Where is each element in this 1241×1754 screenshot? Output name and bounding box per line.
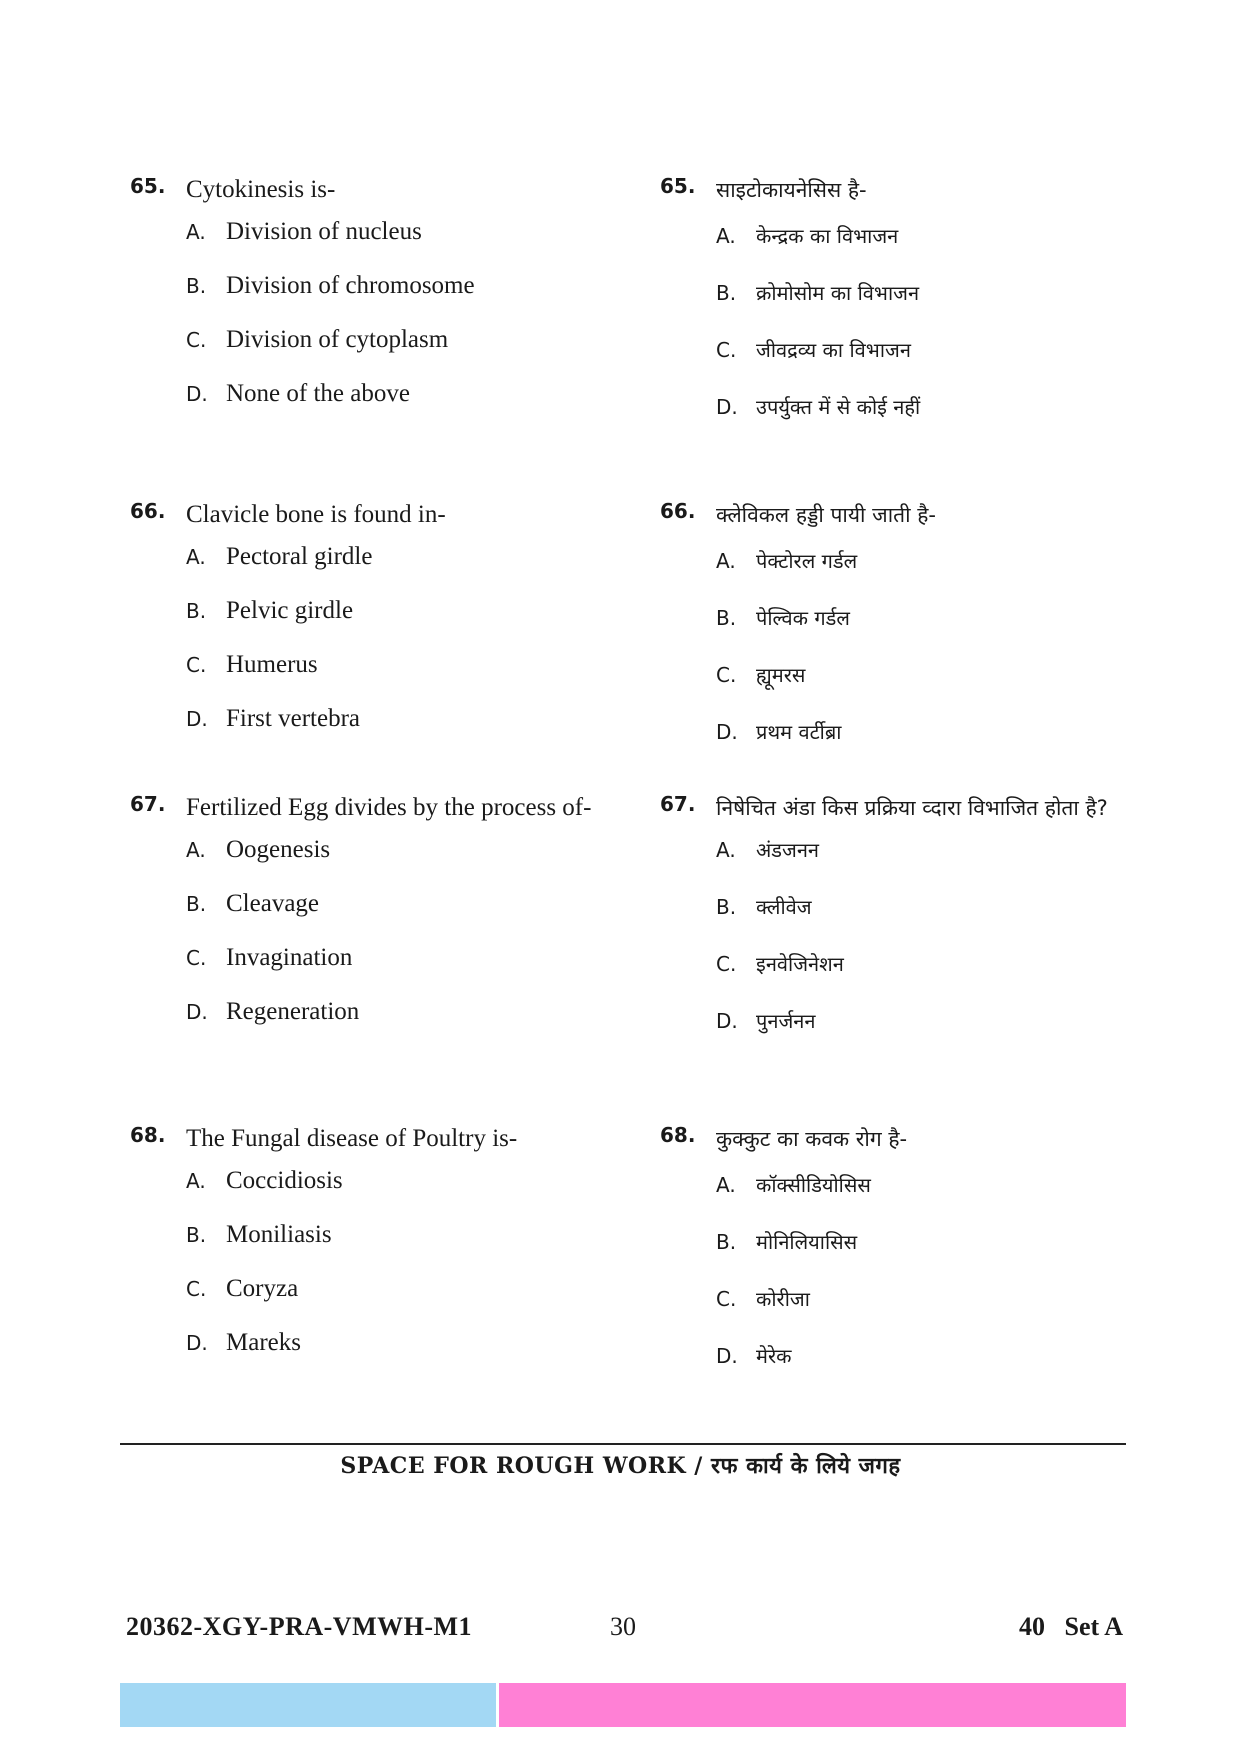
page-number: 30	[610, 1612, 636, 1641]
question-head	[660, 1121, 1120, 1157]
option-b	[186, 1221, 650, 1275]
question-text: क्लेविकल हड्डी पायी जाती है-	[716, 503, 936, 527]
option-label: B.	[186, 274, 207, 298]
option-label: D.	[186, 382, 208, 406]
option-label: B.	[186, 599, 207, 623]
question-68-en	[130, 1121, 650, 1383]
option-label: B.	[716, 895, 737, 919]
question-head	[660, 172, 1120, 208]
option-label: D.	[716, 1009, 738, 1033]
option-d	[716, 1007, 1120, 1064]
option-b	[186, 272, 650, 326]
option-text: Humerus	[226, 651, 318, 678]
option-text: मेरेक	[756, 1344, 792, 1368]
option-text: Cleavage	[226, 890, 320, 917]
option-label: C.	[716, 1287, 737, 1311]
option-c	[186, 1275, 650, 1329]
option-text: Pelvic girdle	[226, 597, 354, 624]
option-text: पेक्टोरल गर्डल	[756, 549, 858, 573]
option-text: प्रथम वर्टीब्रा	[756, 720, 842, 744]
option-d	[186, 998, 650, 1052]
option-text: क्लीवेज	[756, 895, 812, 919]
option-text: Pectoral girdle	[226, 543, 373, 570]
question-text: Clavicle bone is found in-	[186, 501, 446, 528]
paper-code: 20362-XGY-PRA-VMWH-M1	[126, 1612, 473, 1641]
option-label: C.	[186, 1277, 207, 1301]
option-label: D.	[186, 1000, 208, 1024]
option-text: Invagination	[226, 944, 353, 971]
option-d	[186, 380, 650, 434]
option-text: Mareks	[226, 1329, 301, 1356]
question-text: Cytokinesis is-	[186, 176, 336, 203]
option-text: उपर्युक्त में से कोई नहीं	[756, 395, 921, 419]
option-label: D.	[716, 720, 738, 744]
question-number: 66.	[660, 499, 696, 523]
rough-work-label: SPACE FOR ROUGH WORK / रफ कार्य के लिये जगह	[340, 1453, 901, 1479]
question-text: साइटोकायनेसिस है-	[716, 178, 867, 202]
option-text: मोनिलियासिस	[756, 1230, 858, 1254]
option-a	[716, 547, 1120, 604]
option-a	[186, 1167, 650, 1221]
question-head	[130, 790, 650, 826]
option-b	[186, 597, 650, 651]
option-text: Division of chromosome	[226, 272, 475, 299]
option-text: Regeneration	[226, 998, 360, 1025]
option-text: Coryza	[226, 1275, 299, 1302]
option-text: इनवेजिनेशन	[756, 952, 844, 976]
question-text: कुक्कुट का कवक रोग है-	[716, 1127, 908, 1151]
footer-bar-pink	[499, 1683, 1126, 1727]
option-a	[186, 218, 650, 272]
option-label: A.	[716, 224, 736, 248]
question-68-hi	[660, 1121, 1120, 1399]
option-label: B.	[186, 1223, 207, 1247]
option-text: None of the above	[226, 380, 410, 407]
question-66-en	[130, 497, 650, 759]
option-text: Division of cytoplasm	[226, 326, 449, 353]
option-text: क्रोमोसोम का विभाजन	[756, 281, 920, 305]
set-label: 40 Set A	[1019, 1612, 1123, 1641]
option-text: जीवद्रव्य का विभाजन	[756, 338, 911, 362]
option-b	[186, 890, 650, 944]
option-b	[716, 604, 1120, 661]
question-text: The Fungal disease of Poultry is-	[186, 1125, 518, 1152]
option-label: D.	[186, 707, 208, 731]
question-65-hi	[660, 172, 1120, 450]
option-c	[186, 651, 650, 705]
option-label: D.	[716, 395, 738, 419]
option-c	[186, 944, 650, 998]
rough-work-divider	[120, 1443, 1126, 1445]
option-list	[660, 222, 1120, 450]
question-head	[130, 172, 650, 208]
option-a	[716, 1171, 1120, 1228]
option-label: A.	[186, 1169, 206, 1193]
question-number: 65.	[660, 174, 696, 198]
option-d	[186, 1329, 650, 1383]
option-label: D.	[716, 1344, 738, 1368]
option-d	[716, 1342, 1120, 1399]
option-label: A.	[716, 1173, 736, 1197]
question-67-hi	[660, 790, 1120, 1064]
question-text: निषेचित अंडा किस प्रक्रिया व्दारा विभाजित होता है?	[716, 796, 1108, 820]
option-list	[660, 836, 1120, 1064]
option-list	[130, 1167, 650, 1383]
question-number: 67.	[660, 792, 696, 816]
option-label: B.	[716, 606, 737, 630]
option-a	[716, 836, 1120, 893]
option-text: पुनर्जनन	[756, 1009, 816, 1033]
question-65-en	[130, 172, 650, 434]
option-text: कॉक्सीडियोसिस	[756, 1173, 871, 1197]
footer-bar-blue	[120, 1683, 496, 1727]
option-d	[716, 393, 1120, 450]
option-label: A.	[716, 549, 736, 573]
option-text: ह्यूमरस	[756, 663, 806, 687]
option-label: B.	[716, 1230, 737, 1254]
option-b	[716, 279, 1120, 336]
option-c	[716, 661, 1120, 718]
option-label: C.	[186, 653, 207, 677]
option-list	[130, 218, 650, 434]
option-label: C.	[186, 328, 207, 352]
option-list	[130, 543, 650, 759]
option-label: A.	[186, 838, 206, 862]
option-a	[716, 222, 1120, 279]
question-head	[130, 1121, 650, 1157]
option-label: C.	[186, 946, 207, 970]
question-number: 67.	[130, 792, 166, 816]
option-text: Oogenesis	[226, 836, 331, 863]
question-head	[130, 497, 650, 533]
question-number: 68.	[660, 1123, 696, 1147]
option-a	[186, 836, 650, 890]
question-text: Fertilized Egg divides by the process of-	[186, 794, 592, 821]
option-list	[660, 547, 1120, 775]
option-list	[660, 1171, 1120, 1399]
option-label: C.	[716, 952, 737, 976]
option-label: C.	[716, 338, 737, 362]
option-text: अंडजनन	[756, 838, 820, 862]
option-text: Moniliasis	[226, 1221, 332, 1248]
option-text: Division of nucleus	[226, 218, 422, 245]
option-text: First vertebra	[226, 705, 360, 732]
option-label: A.	[186, 545, 206, 569]
option-a	[186, 543, 650, 597]
question-head	[660, 790, 1120, 826]
question-67-en	[130, 790, 650, 1052]
question-66-hi	[660, 497, 1120, 775]
option-text: कोरीजा	[756, 1287, 810, 1311]
option-list	[130, 836, 650, 1052]
option-text: Coccidiosis	[226, 1167, 343, 1194]
option-c	[716, 950, 1120, 1007]
option-b	[716, 893, 1120, 950]
option-label: B.	[186, 892, 207, 916]
question-head	[660, 497, 1120, 533]
option-d	[186, 705, 650, 759]
option-c	[716, 1285, 1120, 1342]
option-label: C.	[716, 663, 737, 687]
option-b	[716, 1228, 1120, 1285]
question-number: 68.	[130, 1123, 166, 1147]
question-number: 66.	[130, 499, 166, 523]
option-c	[186, 326, 650, 380]
option-label: A.	[716, 838, 736, 862]
option-c	[716, 336, 1120, 393]
question-number: 65.	[130, 174, 166, 198]
option-label: A.	[186, 220, 206, 244]
option-d	[716, 718, 1120, 775]
option-text: पेल्विक गर्डल	[756, 606, 850, 630]
option-label: B.	[716, 281, 737, 305]
option-label: D.	[186, 1331, 208, 1355]
option-text: केन्द्रक का विभाजन	[756, 224, 899, 248]
